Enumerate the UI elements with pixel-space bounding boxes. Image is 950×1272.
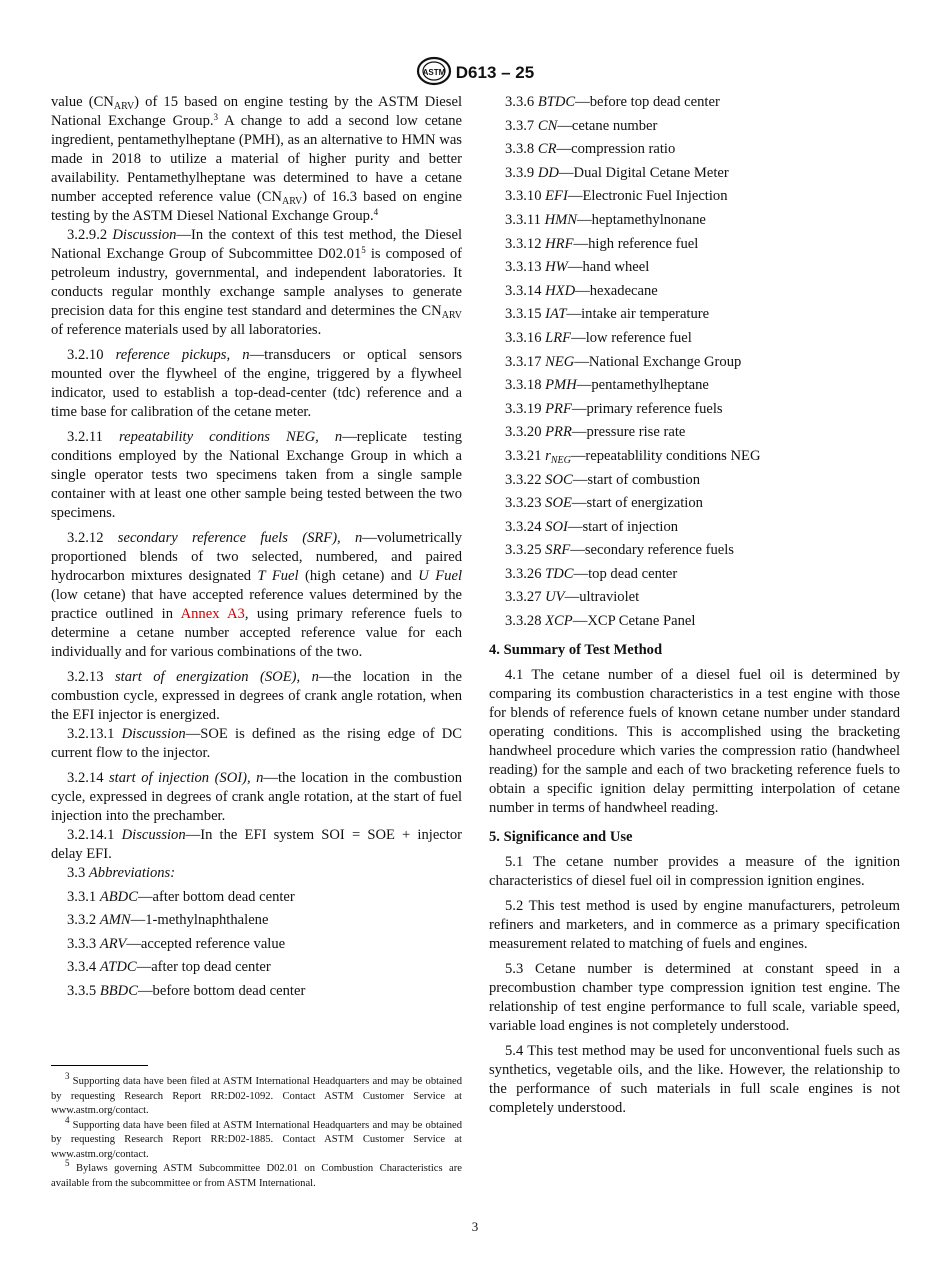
abbreviation-item: 3.3.16 LRF—low reference fuel: [505, 329, 692, 346]
abbreviation-item: 3.3.26 TDC—top dead center: [505, 565, 678, 582]
paragraph-3-2-10: 3.2.10 reference pickups, n—transducers or optical sensors mounted over the flywheel of the engine, triggered by a flywheel indicator, used to establish a top-dead-center (tdc) reference and a time base for calibration of the cetane meter.: [51, 347, 462, 420]
abbreviation-item: 3.3.21 $r_{NEG}—repeatablility$ conditions NEG: [505, 447, 761, 466]
abbreviation-item: 3.3.19 PRF—primary reference fuels: [505, 400, 723, 417]
section-5-heading: 5. Significance and Use: [489, 829, 633, 846]
abbreviation-item: 3.3.9 DD—Dual Digital Cetane Meter: [505, 164, 729, 181]
abbreviation-item: 3.3.28 XCP—XCP Cetane Panel: [505, 613, 696, 630]
footnote: $^4$ Supporting data have been filed at ASTM International Headquarters and may be obtained by requesting Research Report RR:D02-1885. Contact ASTM Customer Service at www.astm.org/contact.: [51, 1114, 462, 1160]
paragraph-5-1: 5.1 The cetane number provides a measure of the ignition characteristics of diesel fuel oil in compression ignition engines.: [489, 854, 900, 890]
abbreviation-item: 3.3.20 PRR—pressure rise rate: [505, 424, 686, 441]
abbreviation-item: 3.3.27 UV—ultraviolet: [505, 589, 640, 606]
abbreviation-item: 3.3.14 HXD—hexadecane: [505, 282, 658, 299]
abbreviation-item: 3.3.24 SOI—start of injection: [505, 518, 679, 535]
abbreviation-item: 3.3.7 CN—cetane number: [505, 117, 658, 134]
paragraph-3-2-9-2: 3.2.9.2 Discussion—In the context of this test method, the Diesel National Exchange Group of Subcommittee D02.01$^5$ is composed of petroleum industry, governmental, and independent laboratories. It conducts regular monthly exchange sample analyses to generate precision data for this engine test standard and determines the $CN_{ARV}$ of reference materials used by all laboratories.: [51, 227, 463, 338]
right-column: [489, 93, 900, 1118]
abbreviation-item: 3.3.22 SOC—start of combustion: [505, 471, 700, 488]
paragraph-4-1: 4.1 The cetane number of a diesel fuel oil is determined by comparing its combustion characteristics in a test engine with those for blends of reference fuels of known cetane number under standard operating conditions. This is accomplished using the bracketing handwheel procedure which varies the compression ratio (handwheel reading) for the sample and each of two bracketing reference fuels to obtain a specific ignition delay permitting interpolation of cetane number in terms of handwheel reading.: [489, 667, 900, 817]
astm-logo-icon: [416, 56, 452, 86]
paragraph-3-2-11: 3.2.11 repeatability conditions NEG, n—replicate testing conditions employed by the National Exchange Group in which a single operator tests two specimens taken from a single sample container with at least one other sample being tested between the two specimens.: [51, 429, 462, 521]
footnote: $^5$ Bylaws governing ASTM Subcommittee D02.01 on Combustion Characteristics are available from the subcommittee or from ASTM International.: [51, 1158, 462, 1189]
abbreviation-item: 3.3.10 EFI—Electronic Fuel Injection: [505, 188, 728, 205]
paragraph-3-2-14-1: 3.2.14.1 Discussion—In the EFI system SOI = SOE + injector delay EFI.: [51, 827, 462, 862]
footnote: $^3$ Supporting data have been filed at ASTM International Headquarters and may be obtained by requesting Research Report RR:D02-1092. Contact ASTM Customer Service at www.astm.org/contact.: [51, 1071, 462, 1116]
abbreviations-heading: 3.3 Abbreviations:: [67, 865, 176, 881]
abbreviation-item: 3.3.13 HW—hand wheel: [505, 259, 650, 276]
abbreviation-list-left: [51, 888, 462, 1001]
paragraph-3-2-13-1: 3.2.13.1 Discussion—SOE is defined as the rising edge of DC current flow to the injector.: [51, 726, 463, 761]
abbreviation-item: 3.3.15 IAT—intake air temperature: [505, 306, 710, 323]
abbreviation-list-right-2: [489, 471, 900, 632]
footnote-divider: [51, 1065, 148, 1066]
paragraph-5-2: 5.2 This test method is used by engine manufacturers, petroleum refiners and marketers, and in commerce as a primary specification measurement related to matching of fuels and engines.: [489, 898, 900, 953]
abbreviation-item: 3.3.4 ATDC—after top dead center: [67, 959, 271, 976]
annex-a3-link[interactable]: Annex A3: [180, 606, 245, 622]
paragraph-5-4: 5.4 This test method may be used for unconventional fuels such as synthetics, vegetable oils, and the like. However, the relationship to the performance of such materials in full scale engines is not completely understood.: [489, 1043, 900, 1117]
abbreviation-item: 3.3.23 SOE—start of energization: [505, 495, 703, 512]
footnotes: [51, 1071, 462, 1191]
section-4-heading: 4. Summary of Test Method: [489, 642, 663, 659]
abbreviation-item: 3.3.18 PMH—pentamethylheptane: [505, 377, 709, 394]
page-number: 3: [471, 1219, 479, 1234]
paragraph-3-2-9-cont: value $(CN_{ARV})$ of 15 based on engine testing by the ASTM Diesel National Exchange Group.$^3$ A change to add a second low cetane ingredient, pentamethylheptane (PMH), as an alternative to HMN was made in 2018 to utilize a material of higher purity and better availability. Pentamethylheptane was determined to have a cetane number accepted reference value $(CN_{ARV})$ of 16.3 based on engine testing by the ASTM Diesel National Exchange Group.$^4$: [51, 94, 462, 224]
abbreviation-item: 3.3.2 AMN—1-methylnaphthalene: [67, 912, 269, 929]
abbreviation-item: 3.3.8 CR—compression ratio: [505, 141, 676, 158]
paragraph-3-2-12: 3.2.12 secondary reference fuels (SRF), n—volumetrically proportioned blends of two selected, numbered, and paired hydrocarbon mixtures designated T Fuel (high cetane) and U Fuel (low cetane) that have accepted reference values determined by the practice outlined in Annex A3, using primary reference fuels to determine a cetane number accepted reference value for each individually and for various combinations of the two.: [51, 530, 463, 660]
abbreviation-item: 3.3.25 SRF—secondary reference fuels: [505, 542, 734, 559]
abbreviation-list-right: [489, 93, 900, 442]
document-designation: D613 – 25: [455, 63, 535, 82]
abbreviation-item: 3.3.6 BTDC—before top dead center: [505, 94, 720, 110]
astm-logo-text: ASTM: [422, 68, 446, 77]
abbreviation-item: 3.3.17 NEG—National Exchange Group: [505, 353, 742, 370]
abbreviation-item: 3.3.5 BBDC—before bottom dead center: [67, 982, 306, 999]
paragraph-3-2-13: 3.2.13 start of energization (SOE), n—the location in the combustion cycle, expressed in degrees of crank angle rotation, when the EFI injector is energized.: [51, 669, 462, 723]
page-header: [0, 56, 950, 86]
paragraph-3-2-14: 3.2.14 start of injection (SOI), n—the location in the combustion cycle, expressed in degrees of crank angle rotation, at the start of fuel injection into the prechamber.: [51, 770, 463, 824]
paragraph-5-3: 5.3 Cetane number is determined at constant speed in a precombustion chamber type compression ignition test engine. The relationship of test engine performance to full scale, variable speed, variable load engines is not completely understood.: [489, 961, 900, 1035]
abbreviation-item: 3.3.3 ARV—accepted reference value: [67, 935, 286, 952]
abbreviation-item: 3.3.1 ABDC—after bottom dead center: [67, 888, 295, 905]
left-column: [51, 93, 462, 1006]
abbreviation-item: 3.3.11 HMN—heptamethylnonane: [505, 211, 706, 228]
abbreviation-item: 3.3.12 HRF—high reference fuel: [505, 235, 699, 252]
